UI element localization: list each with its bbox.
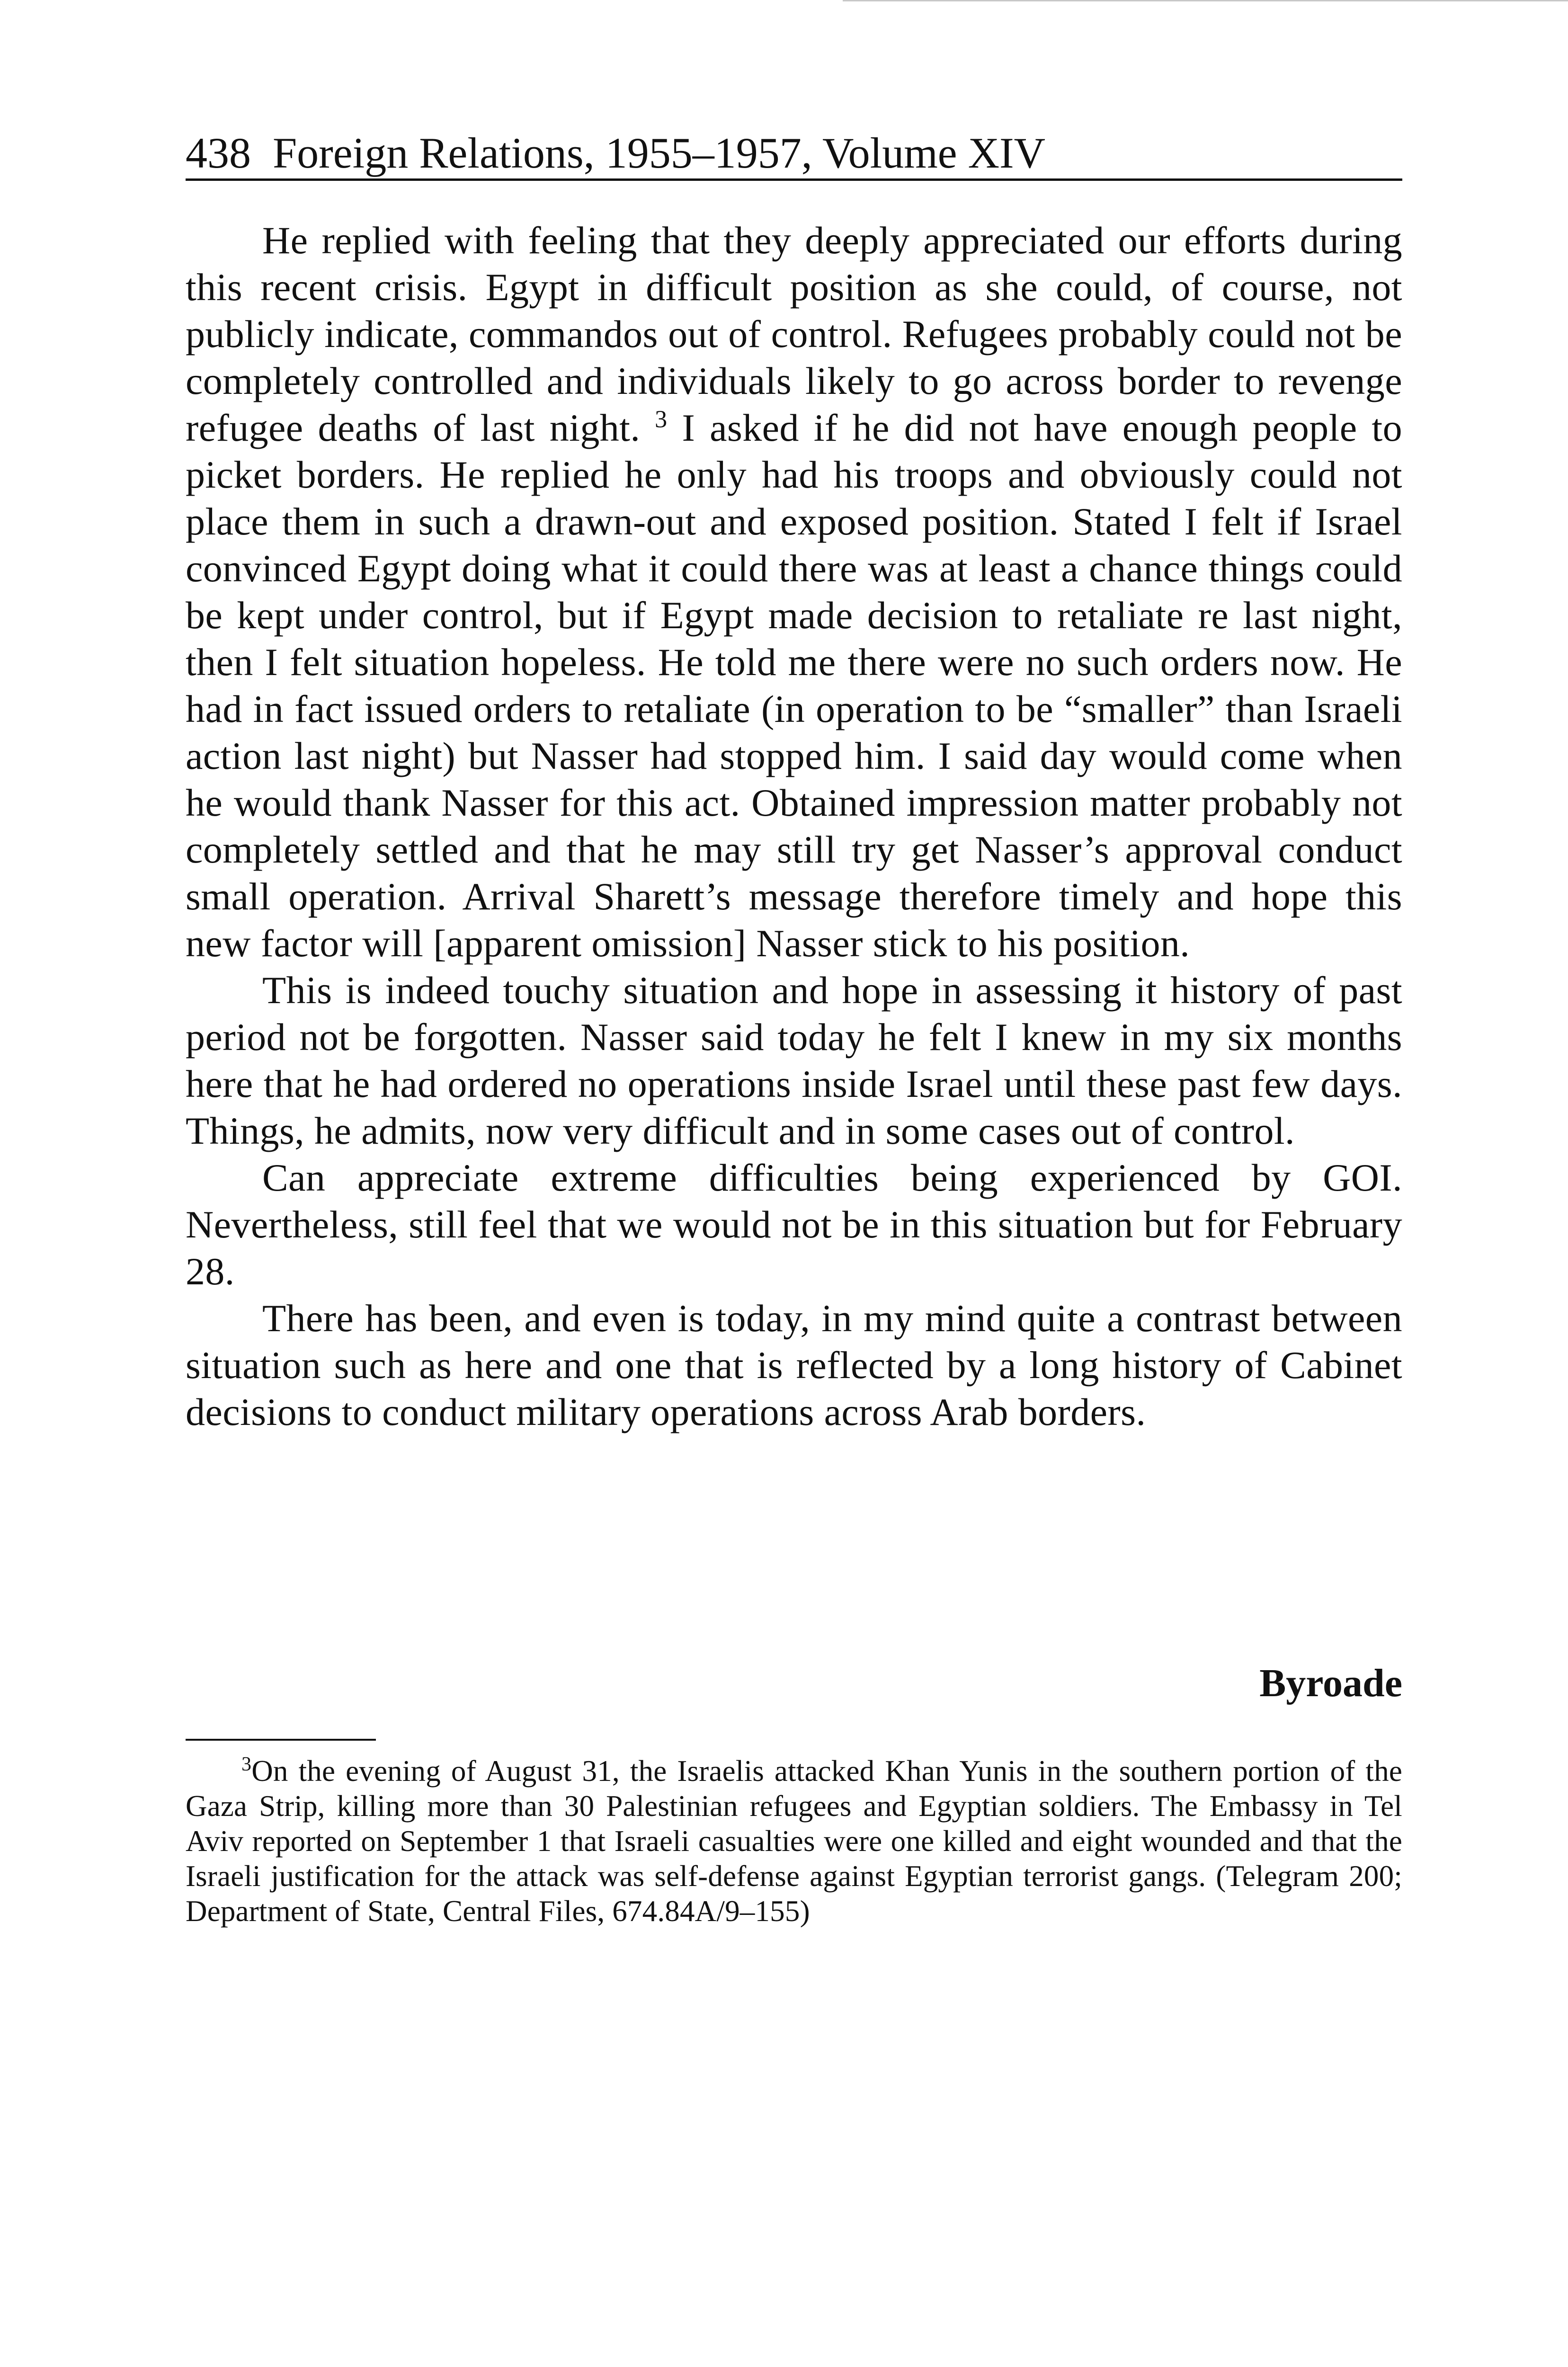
footnote [186, 1753, 1402, 1929]
page-number: 438 [186, 129, 251, 177]
paragraph-1-text-after-note: I asked if he did not have enough people to picket borders. He replied he only had his troops and obviously could not place them in such a drawn-out and exposed position. Stated I felt if Israel convinced Egypt doing what it could there was at least a chance things could be kept under control, but if Egypt made decision to retaliate re last night, then I felt situation hopeless. He told me there were no such orders now. He had in fact issued orders to retaliate (in operation to be “smaller” than Israeli action last night) but Nasser had stopped him. I said day would come when he would thank Nasser for this act. Obtained impression matter probably not completely settled and that he may still try get Nasser’s approval conduct small operation. Arrival Sharett’s message therefore timely and hope this new factor will [apparent omission] Nasser stick to his position. [186, 406, 1402, 965]
paragraph-3: Can appreciate extreme difficulties being experienced by GOI. Nevertheless, still feel that we would not be in this situation but for February 28. [186, 1156, 1402, 1293]
paragraph-1-text-before-note: He replied with feeling that they deeply appreciated our efforts during this recent crisis. Egypt in difficult position as she could, of course, not publicly indicate, commandos out of control. Refugees probably could not be completely controlled and individuals likely to go across border to revenge refugee deaths of last night. [186, 219, 1402, 449]
scan-edge-line [843, 0, 1568, 1]
body-text [186, 217, 1402, 1435]
paragraph-4: There has been, and even is today, in my mind quite a contrast between situation such as here and one that is reflected by a long history of Cabinet decisions to conduct military operations across Arab borders. [186, 1297, 1402, 1433]
footnote-reference-3: 3 [655, 406, 668, 433]
running-header [186, 129, 1402, 181]
paragraph-1 [186, 217, 1402, 967]
footnote-marker: 3 [241, 1753, 252, 1775]
running-title: Foreign Relations, 1955–1957, Volume XIV [273, 129, 1046, 177]
signature: Byroade [1259, 1661, 1402, 1705]
paragraph-2: This is indeed touchy situation and hope in assessing it history of past period not be forgotten. Nasser said today he felt I knew in my six months here that he had ordered no operations inside Israel until these past few days. Things, he admits, now very difficult and in some cases out of control. [186, 969, 1402, 1152]
footnote-text: On the evening of August 31, the Israelis attacked Khan Yunis in the southern portion of the Gaza Strip, killing more than 30 Palestinian refugees and Egyptian soldiers. The Embassy in Tel Aviv reported on September 1 that Israeli casualties were one killed and eight wounded and that the Israeli justification for the attack was self-defense against Egyptian terrorist gangs. (Telegram 200; Department of State, Central Files, 674.84A/9–155) [186, 1754, 1402, 1928]
footnote-rule [186, 1739, 376, 1741]
